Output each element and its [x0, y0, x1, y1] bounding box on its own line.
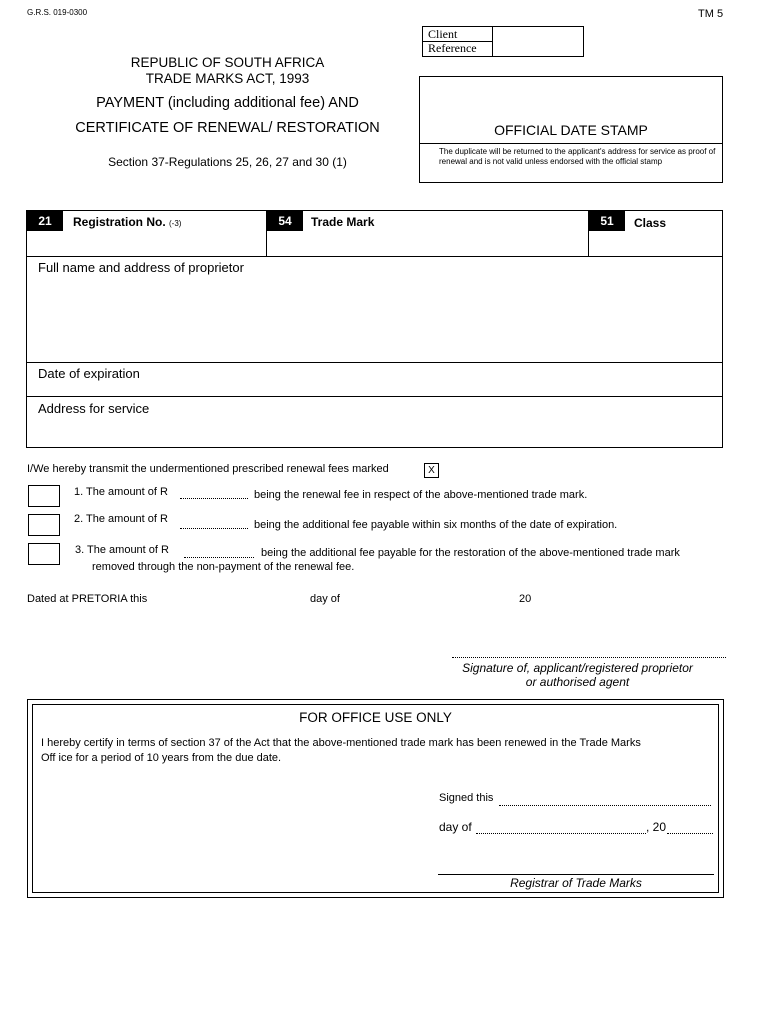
- restoration-fee-amount-field[interactable]: [184, 547, 254, 558]
- restoration-fee-checkbox[interactable]: [28, 543, 60, 565]
- fee-item-1-prefix: 1. The amount of R: [74, 486, 168, 498]
- registration-code: 21: [27, 211, 63, 231]
- marker-example: X: [424, 463, 439, 478]
- renewal-fee-amount-field[interactable]: [180, 488, 248, 499]
- republic-heading: REPUBLIC OF SOUTH AFRICA: [130, 55, 325, 70]
- form-code: G.R.S. 019-0300: [27, 8, 88, 17]
- form-title-line1: PAYMENT (including additional fee) AND: [96, 95, 359, 111]
- signature-line[interactable]: [452, 657, 726, 658]
- signature-caption: [440, 661, 715, 689]
- details-table: [26, 210, 723, 448]
- office-year-field[interactable]: [667, 823, 713, 834]
- dated-at-label: Dated at PRETORIA this: [27, 593, 148, 605]
- address-for-service-label: Address for service: [38, 401, 150, 416]
- certify-line-2: Off ice for a period of 10 years from the due date.: [41, 752, 282, 764]
- expiration-label: Date of expiration: [38, 366, 140, 381]
- reference-label: Reference: [428, 41, 477, 55]
- signature-caption-line1: Signature of, applicant/registered proprietor: [462, 661, 693, 675]
- form-title-line2: CERTIFICATE OF RENEWAL/ RESTORATION: [75, 120, 380, 136]
- signed-this-field[interactable]: [499, 795, 711, 806]
- client-label: Client: [428, 27, 458, 41]
- office-year-prefix: , 20: [646, 820, 667, 834]
- additional-fee-checkbox[interactable]: [28, 514, 60, 536]
- section-reference: Section 37-Regulations 25, 26, 27 and 30 (1): [108, 155, 347, 169]
- fee-item-2-text: being the additional fee payable within six months of the date of expiration.: [254, 519, 618, 531]
- registrar-caption: Registrar of Trade Marks: [510, 876, 642, 890]
- client-reference-box: [422, 26, 584, 57]
- fee-item-3-prefix: 3. The amount of R: [75, 544, 169, 556]
- class-label: Class: [634, 216, 667, 230]
- act-heading: TRADE MARKS ACT, 1993: [145, 71, 310, 86]
- registration-label: Registration No. (-3): [73, 215, 182, 229]
- additional-fee-amount-field[interactable]: [180, 518, 248, 529]
- stamp-title: OFFICIAL DATE STAMP: [494, 122, 648, 138]
- issuer-block: [60, 55, 395, 87]
- office-use-inner-box: [32, 704, 719, 893]
- renewal-fee-checkbox[interactable]: [28, 485, 60, 507]
- reference-input[interactable]: [495, 29, 580, 53]
- form-id: TM 5: [698, 8, 724, 20]
- fee-item-3-text-cont: removed through the non-payment of the renewal fee.: [92, 561, 355, 573]
- trade-mark-code: 54: [267, 211, 303, 231]
- office-day-of-label: day of: [439, 820, 472, 834]
- office-use-title: FOR OFFICE USE ONLY: [299, 710, 452, 725]
- signature-caption-line2: or authorised agent: [525, 675, 630, 689]
- official-date-stamp-box: [419, 76, 723, 183]
- registrar-signature-line[interactable]: [438, 874, 714, 875]
- day-of-label: day of: [310, 593, 340, 605]
- certify-line-1: I hereby certify in terms of section 37 of the Act that the above-mentioned trade mark has been renewed in the Trade Marks: [41, 737, 641, 749]
- fee-item-3-text: being the additional fee payable for the restoration of the above-mentioned trade mark: [261, 547, 680, 559]
- office-day-of-field[interactable]: [476, 823, 646, 834]
- office-use-outer-box: [27, 699, 724, 898]
- trade-mark-label: Trade Mark: [311, 215, 375, 229]
- fee-item-1-text: being the renewal fee in respect of the above-mentioned trade mark.: [254, 489, 588, 501]
- year-label: 20: [519, 593, 532, 605]
- class-code: 51: [589, 211, 625, 231]
- fees-intro: I/We hereby transmit the undermentioned prescribed renewal fees marked: [27, 463, 389, 475]
- signed-this-label: Signed this: [439, 792, 494, 804]
- proprietor-label: Full name and address of proprietor: [38, 260, 244, 275]
- fee-item-2-prefix: 2. The amount of R: [74, 513, 168, 525]
- stamp-note: The duplicate will be returned to the applicant's address for service as proof of renewal and is not valid unless endorsed with the official stamp: [439, 147, 716, 166]
